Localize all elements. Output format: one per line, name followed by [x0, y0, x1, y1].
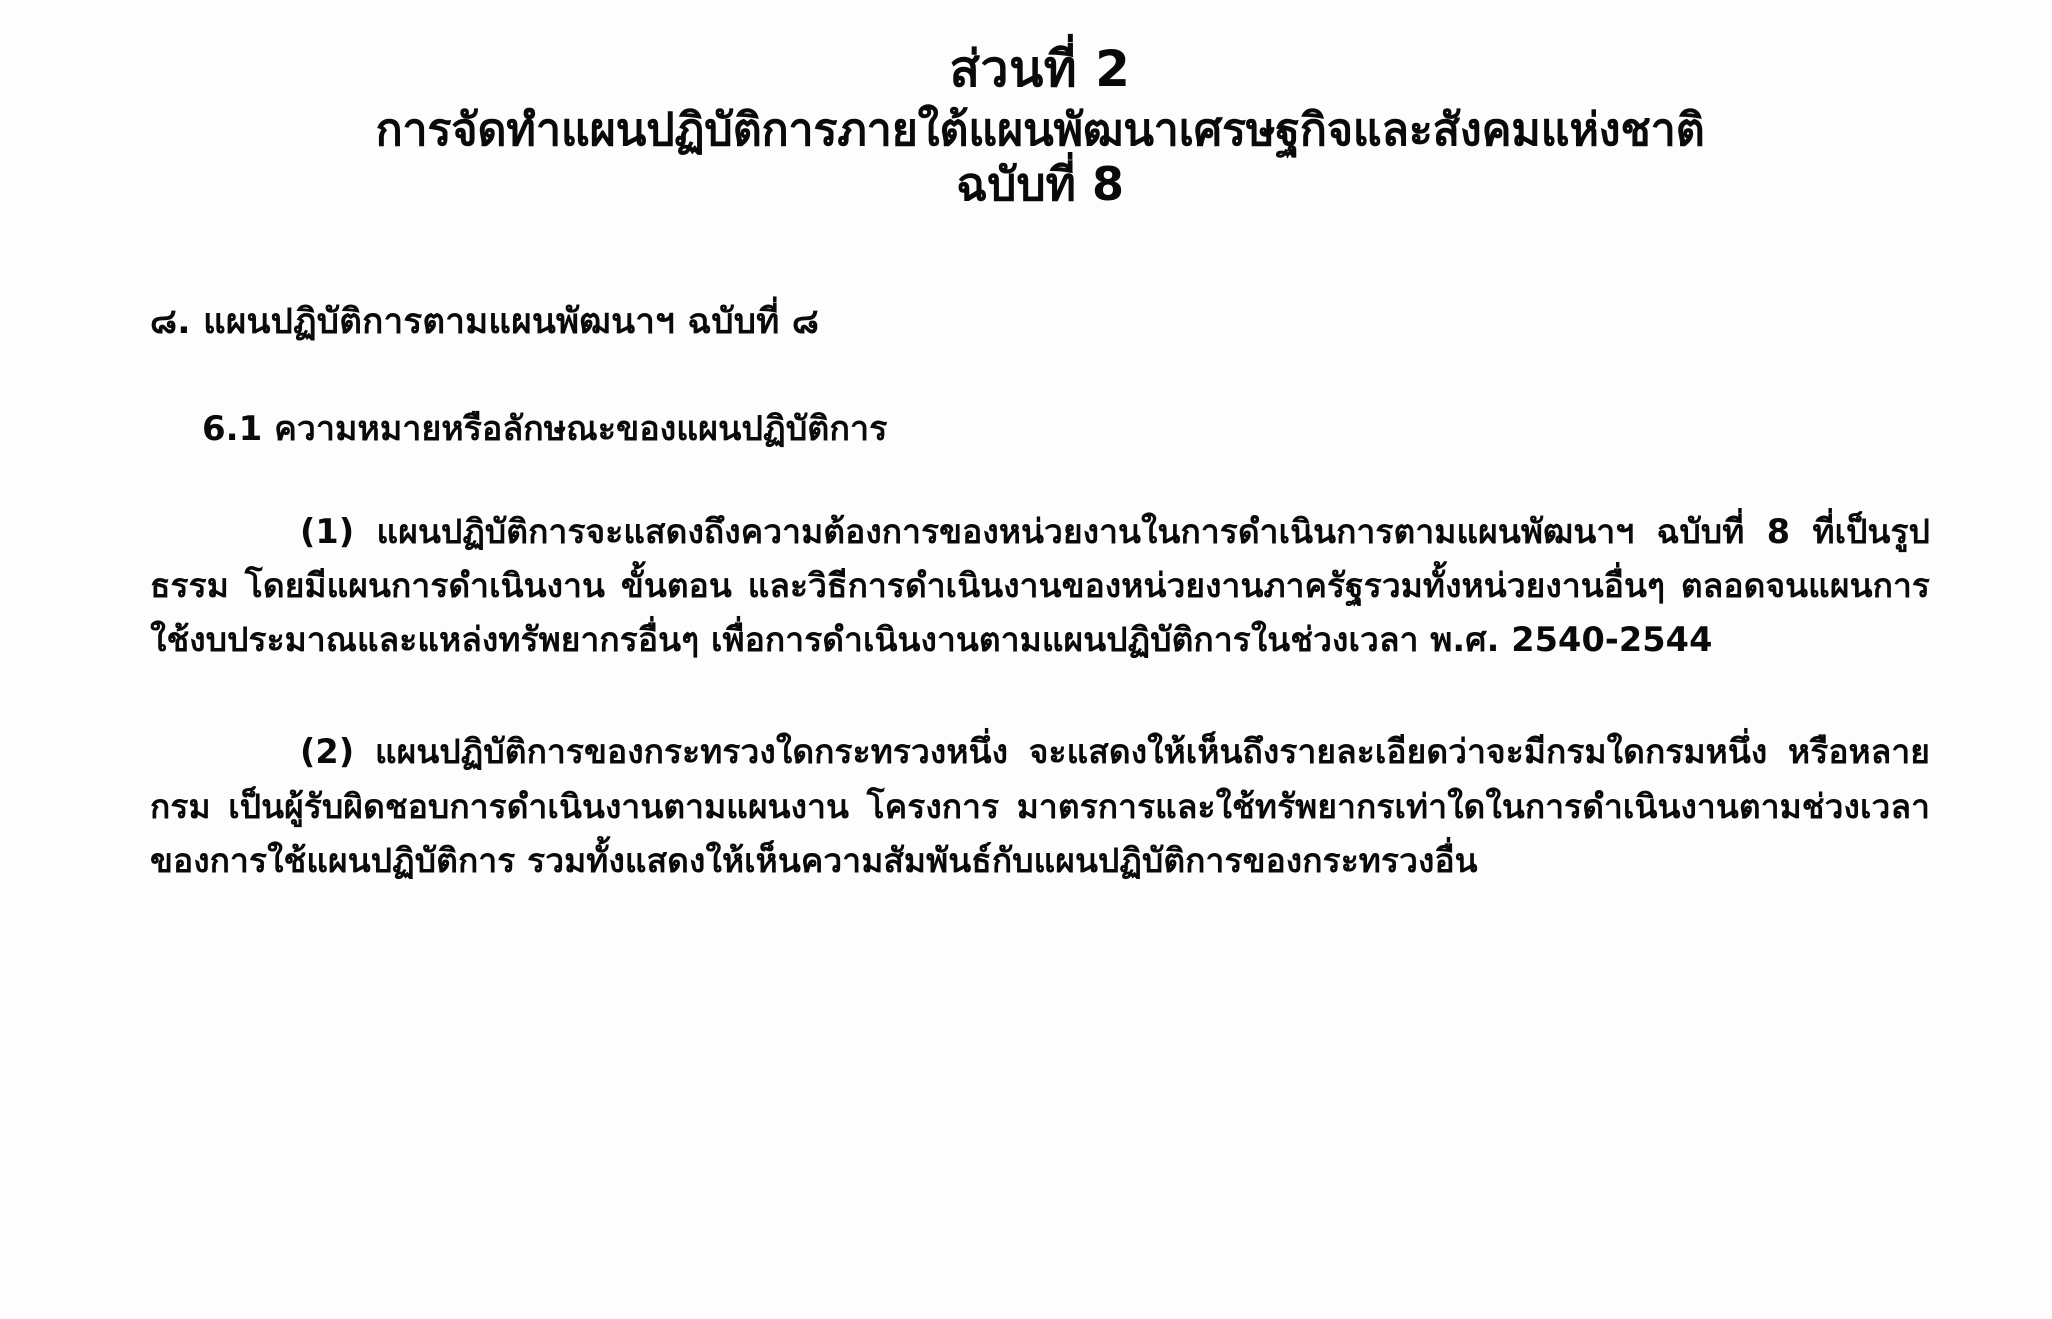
paragraph-1: (1) แผนปฏิบัติการจะแสดงถึงความต้องการของหน่วยงานในการดำเนินการตามแผนพัฒนาฯ ฉบับที่ 8 ที่เป็นรูปธรรม โดยมีแผนการดำเนินงาน ขั้นตอน และวิธีการดำเนินงานของหน่วยงานภาครัฐรวมทั้งหน่วยงานอื่นๆ ตลอดจนแผนการใช้งบประมาณและแหล่งทรัพยากรอื่นๆ เพื่อการดำเนินงานตามแผนปฏิบัติการในช่วงเวลา พ.ศ. 2540-2544	[150, 511, 1930, 660]
page-content	[150, 40, 1930, 922]
title-part-number: ส่วนที่ 2	[949, 40, 1131, 98]
page-title	[150, 40, 1930, 212]
title-edition: ฉบับที่ 8	[955, 157, 1125, 212]
section-heading: ๘. แผนปฏิบัติการตามแผนพัฒนาฯ ฉบับที่ ๘	[150, 301, 820, 342]
subsection-heading: 6.1 ความหมายหรือลักษณะของแผนปฏิบัติการ	[202, 408, 888, 449]
title-main: การจัดทำแผนปฏิบัติการภายใต้แผนพัฒนาเศรษฐกิจและสังคมแห่งชาติ	[375, 103, 1705, 156]
paragraph-2: (2) แผนปฏิบัติการของกระทรวงใดกระทรวงหนึ่ง จะแสดงให้เห็นถึงรายละเอียดว่าจะมีกรมใดกรมหนึ่ง หรือหลายกรม เป็นผู้รับผิดชอบการดำเนินงานตามแผนงาน โครงการ มาตรการและใช้ทรัพยากรเท่าใดในการดำเนินงานตามช่วงเวลาของการใช้แผนปฏิบัติการ รวมทั้งแสดงให้เห็นความสัมพันธ์กับแผนปฏิบัติการของกระทรวงอื่น	[150, 732, 1930, 880]
